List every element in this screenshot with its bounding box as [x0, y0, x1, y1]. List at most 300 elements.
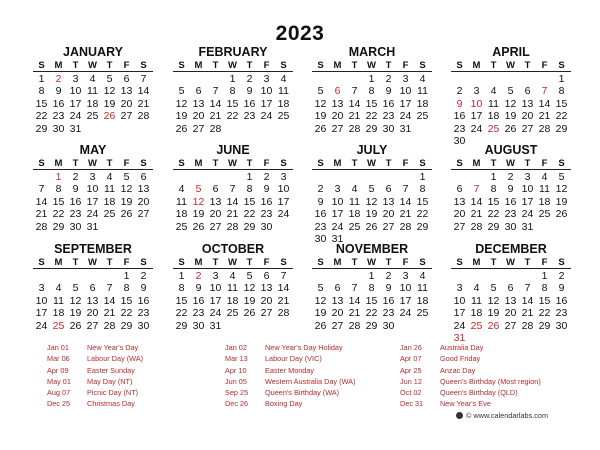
- holiday-date: Jan 26: [400, 343, 422, 352]
- holiday-date: Mar 13: [225, 354, 248, 364]
- day-cell: 17: [331, 208, 344, 221]
- empty-day: [397, 320, 414, 332]
- day-cell: 28: [226, 220, 239, 233]
- holiday-date: Jan 02: [225, 343, 247, 352]
- week-row: [312, 196, 432, 208]
- weekday-label: S: [140, 158, 147, 169]
- weekday-header: [33, 60, 153, 72]
- day-cell: 12: [103, 85, 116, 98]
- day-cell: 22: [52, 208, 65, 221]
- weekday-label: S: [178, 257, 185, 268]
- day-cell: 4: [473, 282, 480, 295]
- week-row: [312, 307, 432, 319]
- day-cell: 12: [120, 183, 133, 196]
- weekday-label: W: [228, 60, 237, 71]
- weekday-label: T: [524, 158, 531, 169]
- weekday-label: M: [333, 257, 342, 268]
- day-cell: 1: [178, 270, 185, 282]
- day-cell: 28: [399, 220, 412, 233]
- day-cell: 20: [192, 110, 205, 123]
- day-cell: 14: [348, 294, 361, 307]
- week-row: [451, 123, 571, 135]
- day-cell: 19: [314, 307, 327, 320]
- day-cell: 9: [507, 183, 514, 196]
- day-cell: 12: [504, 97, 517, 110]
- day-cell: 21: [137, 97, 150, 110]
- holiday-date: Jan 01: [47, 343, 69, 352]
- holiday-name: Queen's Birthday (WA): [265, 388, 340, 398]
- weekday-label: S: [558, 60, 565, 71]
- day-cell: 11: [53, 294, 64, 307]
- week-row: [173, 221, 293, 233]
- day-cell: 22: [487, 208, 500, 221]
- weekday-label: T: [212, 257, 219, 268]
- weekday-label: S: [178, 60, 185, 71]
- week-row: [33, 307, 153, 319]
- day-cell: 5: [368, 183, 375, 196]
- day-cell: 29: [416, 220, 429, 233]
- month-november: [312, 242, 432, 332]
- empty-day: [519, 270, 536, 282]
- day-cell: 21: [399, 208, 412, 221]
- day-cell: 25: [52, 319, 65, 332]
- holiday-column: [400, 342, 541, 410]
- weekday-label: S: [558, 158, 565, 169]
- weekday-label: F: [123, 158, 130, 169]
- holiday-entry: [225, 387, 355, 398]
- day-cell: 1: [490, 171, 497, 183]
- day-cell: 12: [487, 294, 500, 307]
- weekday-label: W: [367, 60, 376, 71]
- day-cell: 27: [137, 208, 150, 221]
- weekday-header: [312, 257, 432, 269]
- day-cell: 25: [538, 208, 551, 221]
- weekday-label: S: [456, 60, 463, 71]
- holiday-date: Mar 06: [47, 354, 70, 364]
- month-october: [173, 242, 293, 332]
- day-cell: 19: [103, 97, 116, 110]
- day-cell: 31: [453, 331, 466, 344]
- day-cell: 13: [521, 97, 534, 110]
- day-cell: 3: [72, 73, 79, 85]
- holiday-date: Sep 25: [225, 388, 249, 398]
- weekday-label: F: [402, 60, 409, 71]
- day-cell: 24: [277, 208, 290, 221]
- week-row: [312, 208, 432, 220]
- week-row: [312, 123, 432, 135]
- day-cell: 22: [416, 208, 429, 221]
- day-cell: 26: [103, 110, 116, 123]
- weekday-label: M: [194, 60, 203, 71]
- day-cell: 14: [348, 97, 361, 110]
- week-row: [173, 171, 293, 183]
- week-row: [33, 98, 153, 110]
- day-cell: 21: [103, 307, 116, 320]
- day-cell: 10: [453, 294, 466, 307]
- day-cell: 16: [137, 294, 150, 307]
- day-cell: 31: [69, 122, 82, 135]
- day-cell: 15: [365, 97, 378, 110]
- day-cell: 6: [456, 183, 463, 196]
- holiday-name: Christmas Day: [87, 399, 135, 409]
- weekday-label: M: [472, 158, 481, 169]
- day-cell: 15: [35, 97, 48, 110]
- day-cell: 24: [399, 110, 412, 123]
- holiday-name: Labour Day (WA): [87, 354, 144, 364]
- day-cell: 9: [140, 282, 147, 295]
- day-cell: 18: [416, 97, 429, 110]
- day-cell: 12: [314, 97, 327, 110]
- week-row: [173, 196, 293, 208]
- day-cell: 6: [334, 282, 341, 295]
- empty-day: [485, 270, 502, 282]
- weekday-label: W: [506, 257, 515, 268]
- week-row: [312, 295, 432, 307]
- day-cell: 15: [365, 294, 378, 307]
- holiday-entry: [400, 365, 541, 376]
- day-cell: 11: [176, 195, 187, 208]
- day-cell: 3: [212, 270, 219, 282]
- day-cell: 22: [365, 307, 378, 320]
- empty-day: [397, 171, 414, 183]
- empty-day: [207, 171, 224, 183]
- empty-day: [502, 270, 519, 282]
- holiday-entry: [400, 376, 541, 387]
- day-cell: 26: [175, 122, 188, 135]
- day-cell: 22: [555, 110, 568, 123]
- empty-day: [346, 171, 363, 183]
- day-cell: 10: [399, 85, 412, 98]
- day-cell: 8: [419, 183, 426, 196]
- month-name: DECEMBER: [475, 242, 547, 256]
- weekday-label: S: [38, 257, 45, 268]
- day-cell: 16: [260, 195, 273, 208]
- day-cell: 5: [123, 171, 130, 183]
- day-cell: 14: [35, 195, 48, 208]
- day-cell: 14: [521, 294, 534, 307]
- day-cell: 6: [195, 85, 202, 98]
- day-cell: 2: [385, 270, 392, 282]
- day-cell: 5: [317, 85, 324, 98]
- day-cell: 11: [417, 282, 428, 295]
- day-cell: 21: [348, 110, 361, 123]
- weekday-label: T: [524, 257, 531, 268]
- week-row: [33, 270, 153, 282]
- day-cell: 18: [52, 307, 65, 320]
- day-cell: 16: [314, 208, 327, 221]
- day-cell: 1: [368, 73, 375, 85]
- day-cell: 18: [470, 307, 483, 320]
- day-cell: 29: [555, 122, 568, 135]
- weekday-header: [173, 60, 293, 72]
- day-cell: 20: [260, 294, 273, 307]
- weekday-header: [312, 158, 432, 170]
- day-cell: 7: [229, 183, 236, 196]
- day-cell: 7: [212, 85, 219, 98]
- holiday-name: May Day (NT): [87, 376, 133, 386]
- day-cell: 10: [69, 85, 82, 98]
- day-cell: 7: [351, 85, 358, 98]
- day-cell: 18: [226, 294, 239, 307]
- day-cell: 7: [280, 270, 287, 282]
- day-cell: 25: [86, 110, 99, 123]
- week-row: [33, 110, 153, 122]
- month-may: [33, 143, 153, 233]
- day-cell: 30: [192, 319, 205, 332]
- day-cell: 8: [178, 282, 185, 295]
- holiday-name: New Year's Day Holiday: [265, 343, 343, 352]
- day-cell: 13: [504, 294, 517, 307]
- weekday-label: S: [456, 158, 463, 169]
- day-cell: 22: [120, 307, 133, 320]
- weekday-label: W: [88, 60, 97, 71]
- day-cell: 2: [317, 183, 324, 196]
- day-cell: 7: [38, 183, 45, 196]
- month-march: [312, 45, 432, 135]
- day-cell: 1: [246, 171, 253, 183]
- day-cell: 31: [86, 220, 99, 233]
- weekday-label: S: [140, 60, 147, 71]
- day-cell: 17: [209, 294, 222, 307]
- day-cell: 26: [555, 208, 568, 221]
- day-cell: 8: [541, 282, 548, 295]
- day-cell: 16: [504, 195, 517, 208]
- day-cell: 2: [195, 270, 202, 282]
- holiday-entry: [400, 353, 541, 364]
- day-cell: 6: [334, 85, 341, 98]
- day-cell: 5: [558, 171, 565, 183]
- day-cell: 17: [86, 195, 99, 208]
- day-cell: 30: [382, 122, 395, 135]
- day-cell: 21: [538, 110, 551, 123]
- weekday-label: T: [212, 158, 219, 169]
- weekday-label: M: [472, 60, 481, 71]
- weekday-label: M: [54, 60, 63, 71]
- day-cell: 27: [331, 319, 344, 332]
- day-cell: 26: [69, 319, 82, 332]
- month-name: OCTOBER: [201, 242, 265, 256]
- day-cell: 4: [55, 282, 62, 295]
- day-cell: 22: [226, 110, 239, 123]
- week-row: [312, 110, 432, 122]
- weekday-label: T: [106, 60, 113, 71]
- day-cell: 17: [470, 110, 483, 123]
- day-cell: 9: [385, 282, 392, 295]
- day-cell: 29: [243, 220, 256, 233]
- month-name: NOVEMBER: [335, 242, 409, 256]
- day-cell: 20: [209, 208, 222, 221]
- empty-day: [190, 171, 207, 183]
- empty-day: [224, 320, 241, 332]
- day-cell: 14: [103, 294, 116, 307]
- day-cell: 27: [504, 319, 517, 332]
- day-cell: 1: [541, 270, 548, 282]
- day-cell: 24: [35, 319, 48, 332]
- day-cell: 27: [120, 110, 133, 123]
- day-cell: 2: [263, 171, 270, 183]
- month-name: MARCH: [348, 45, 396, 59]
- weekday-label: T: [351, 60, 358, 71]
- week-row: [173, 282, 293, 294]
- day-cell: 28: [103, 319, 116, 332]
- month-name: SEPTEMBER: [54, 242, 132, 256]
- day-cell: 27: [192, 122, 205, 135]
- day-cell: 17: [277, 195, 290, 208]
- day-cell: 10: [277, 183, 290, 196]
- empty-day: [101, 270, 118, 282]
- day-cell: 26: [192, 220, 205, 233]
- day-cell: 4: [490, 85, 497, 98]
- day-cell: 31: [399, 122, 412, 135]
- day-cell: 29: [365, 319, 378, 332]
- weekday-header: [173, 257, 293, 269]
- weekday-header: [33, 257, 153, 269]
- day-cell: 4: [280, 73, 287, 85]
- empty-day: [312, 171, 329, 183]
- empty-day: [224, 171, 241, 183]
- weekday-label: S: [280, 158, 287, 169]
- day-cell: 6: [89, 282, 96, 295]
- day-cell: 14: [137, 85, 150, 98]
- weekday-label: M: [54, 158, 63, 169]
- week-row: [173, 183, 293, 195]
- day-cell: 18: [487, 110, 500, 123]
- day-cell: 23: [243, 110, 256, 123]
- day-cell: 7: [351, 282, 358, 295]
- day-cell: 16: [192, 294, 205, 307]
- day-cell: 19: [243, 294, 256, 307]
- weekday-label: S: [38, 60, 45, 71]
- day-cell: 29: [35, 122, 48, 135]
- empty-day: [173, 171, 190, 183]
- week-row: [33, 208, 153, 220]
- week-row: [312, 73, 432, 85]
- day-cell: 13: [86, 294, 99, 307]
- month-name: APRIL: [492, 45, 530, 59]
- day-cell: 1: [419, 171, 426, 183]
- day-cell: 15: [487, 195, 500, 208]
- empty-day: [451, 270, 468, 282]
- day-cell: 8: [368, 282, 375, 295]
- day-cell: 12: [175, 97, 188, 110]
- day-cell: 28: [209, 122, 222, 135]
- day-cell: 10: [209, 282, 222, 295]
- week-row: [173, 320, 293, 332]
- weekday-label: S: [419, 60, 426, 71]
- week-row: [312, 282, 432, 294]
- day-cell: 2: [456, 85, 463, 98]
- holiday-name: Good Friday: [440, 354, 481, 364]
- day-cell: 23: [382, 110, 395, 123]
- week-row: [173, 98, 293, 110]
- weekday-header: [451, 257, 571, 269]
- day-cell: 20: [86, 307, 99, 320]
- weekday-label: W: [367, 158, 376, 169]
- day-cell: 24: [470, 122, 483, 135]
- day-cell: 30: [382, 319, 395, 332]
- empty-day: [312, 270, 329, 282]
- day-cell: 19: [120, 195, 133, 208]
- day-cell: 5: [317, 282, 324, 295]
- weekday-label: W: [506, 60, 515, 71]
- day-cell: 15: [555, 97, 568, 110]
- weekday-label: S: [419, 257, 426, 268]
- day-cell: 18: [416, 294, 429, 307]
- day-cell: 12: [243, 282, 256, 295]
- empty-day: [329, 270, 346, 282]
- weekday-header: [173, 158, 293, 170]
- day-cell: 13: [209, 195, 222, 208]
- empty-day: [118, 123, 135, 135]
- empty-day: [468, 270, 485, 282]
- weekday-label: S: [317, 60, 324, 71]
- weekday-label: W: [88, 158, 97, 169]
- empty-day: [173, 73, 190, 85]
- day-cell: 19: [175, 110, 188, 123]
- day-cell: 16: [555, 294, 568, 307]
- week-row: [451, 320, 571, 332]
- day-cell: 2: [558, 270, 565, 282]
- week-row: [312, 221, 432, 233]
- day-cell: 13: [137, 183, 150, 196]
- day-cell: 16: [69, 195, 82, 208]
- day-cell: 21: [521, 307, 534, 320]
- day-cell: 14: [399, 195, 412, 208]
- empty-day: [190, 73, 207, 85]
- day-cell: 5: [106, 73, 113, 85]
- day-cell: 5: [246, 270, 253, 282]
- day-cell: 31: [521, 220, 534, 233]
- week-row: [312, 171, 432, 183]
- holiday-entry: [400, 342, 541, 353]
- day-cell: 25: [175, 220, 188, 233]
- empty-day: [101, 221, 118, 233]
- holiday-entry: [225, 342, 355, 353]
- empty-day: [241, 123, 258, 135]
- month-september: [33, 242, 153, 332]
- day-cell: 31: [209, 319, 222, 332]
- empty-day: [329, 73, 346, 85]
- day-cell: 30: [52, 122, 65, 135]
- day-cell: 11: [104, 183, 115, 196]
- holiday-date: Apr 07: [400, 354, 422, 364]
- week-row: [33, 171, 153, 183]
- weekday-label: F: [123, 257, 130, 268]
- day-cell: 6: [385, 183, 392, 196]
- day-cell: 7: [106, 282, 113, 295]
- holiday-name: Anzac Day: [440, 365, 476, 375]
- empty-day: [451, 171, 468, 183]
- week-row: [173, 110, 293, 122]
- empty-day: [50, 270, 67, 282]
- day-cell: 6: [212, 183, 219, 196]
- day-cell: 9: [246, 85, 253, 98]
- month-name: AUGUST: [484, 143, 538, 157]
- weekday-label: S: [280, 257, 287, 268]
- day-cell: 15: [538, 294, 551, 307]
- day-cell: 16: [382, 97, 395, 110]
- empty-day: [258, 320, 275, 332]
- day-cell: 23: [52, 110, 65, 123]
- day-cell: 19: [504, 110, 517, 123]
- day-cell: 26: [314, 319, 327, 332]
- day-cell: 23: [137, 307, 150, 320]
- empty-day: [33, 270, 50, 282]
- weekday-label: T: [72, 158, 79, 169]
- weekday-label: S: [558, 257, 565, 268]
- weekday-label: T: [351, 257, 358, 268]
- day-cell: 6: [140, 171, 147, 183]
